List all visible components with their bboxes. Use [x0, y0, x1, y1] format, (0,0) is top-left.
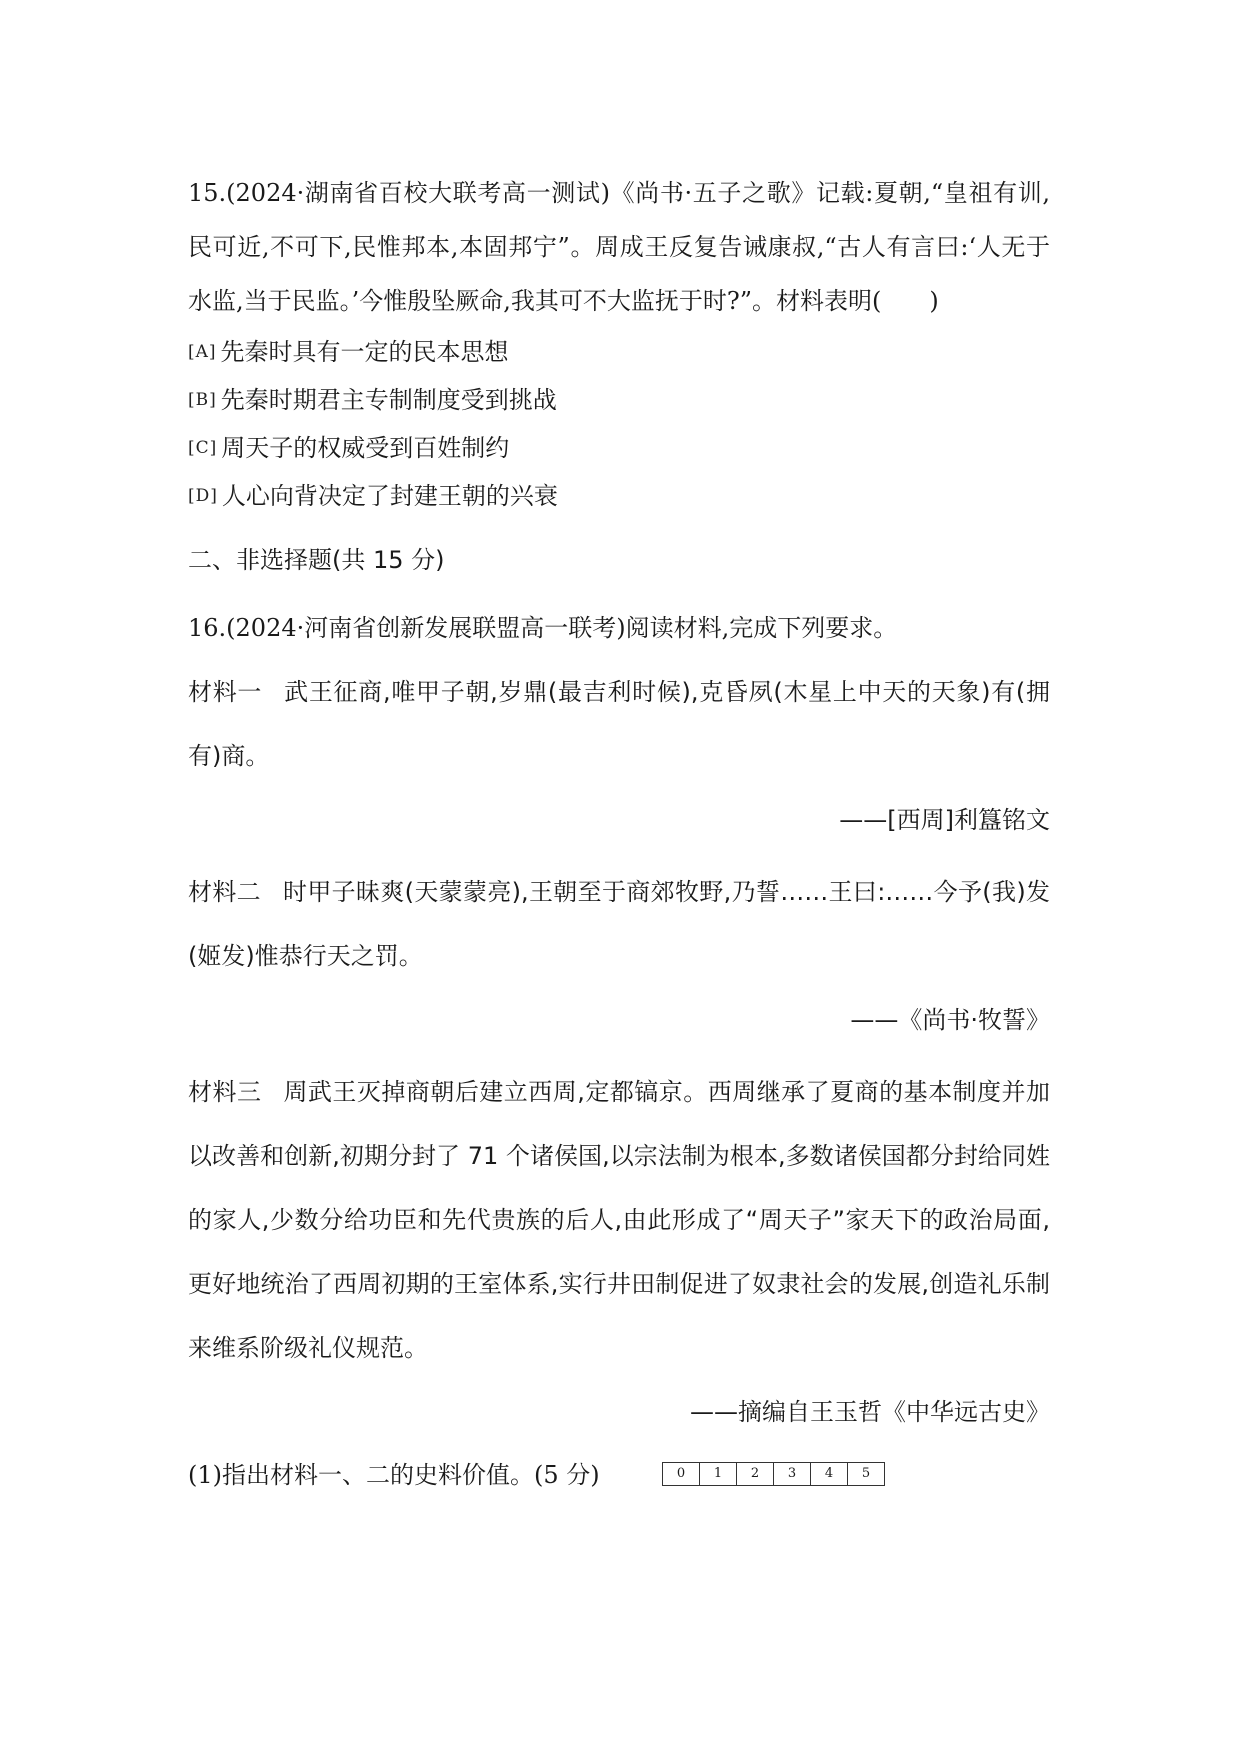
- score-cell-5[interactable]: 5: [861, 1466, 871, 1481]
- score-cell-0[interactable]: 0: [663, 1463, 700, 1485]
- material-2-label: 材料二: [188, 878, 261, 906]
- material-1-citation: ——[西周]利簋铭文: [839, 806, 1050, 834]
- option-b-text: 先秦时期君主专制制度受到挑战: [220, 386, 557, 414]
- score-cell-1[interactable]: 1: [700, 1463, 737, 1485]
- material-3: [188, 1060, 1050, 1380]
- question-16-text: 阅读材料,完成下列要求。: [625, 614, 898, 642]
- option-d-text: 人心向背决定了封建王朝的兴衰: [221, 482, 558, 510]
- material-2-citation: ——《尚书·牧誓》: [850, 1006, 1050, 1034]
- material-2: [188, 860, 1050, 988]
- material-3-text: 周武王灭掉商朝后建立西周,定都镐京。西周继承了夏商的基本制度并加以改善和创新,初期分封了 71 个诸侯国,以宗法制为根本,多数诸侯国都分封给同姓的家人,少数分给功臣和先代贵族的后人,由此形成了“周天子”家天下的政治局面,更好地统治了西周初期的王室体系,实行井田制促进了奴隶社会的发展,创造礼乐制来维系阶级礼仪规范。: [188, 1078, 1050, 1362]
- option-b-letter: [B]: [188, 390, 217, 410]
- material-1-label: 材料一: [188, 678, 263, 706]
- material-1: [188, 660, 1050, 788]
- option-b[interactable]: [188, 376, 1050, 424]
- score-cell-4[interactable]: 4: [811, 1463, 848, 1485]
- option-c[interactable]: [188, 424, 1050, 472]
- score-scale: [662, 1462, 885, 1486]
- section-title-non-choice: 二、非选择题(共 15 分): [188, 546, 445, 574]
- score-cell-3[interactable]: 3: [774, 1463, 811, 1485]
- question-15-source: (2024·湖南省百校大联考高一测试): [226, 179, 610, 207]
- question-15-text: 《尚书·五子之歌》记载:夏朝,“皇祖有训,民可近,不可下,民惟邦本,本固邦宁”。周成王反复告诫康叔,“古人有言曰:‘人无于水监,当于民监。’今惟殷坠厥命,我其可不大监抚于时?”。材料表明( ): [188, 179, 1050, 315]
- option-a[interactable]: [188, 328, 1050, 376]
- option-c-text: 周天子的权威受到百姓制约: [221, 434, 510, 462]
- question-15-number: 15.: [188, 179, 227, 207]
- material-1-text: 武王征商,唯甲子朝,岁鼎(最吉利时候),克昏夙(木星上中天的天象)有(拥有)商。: [188, 678, 1051, 770]
- question-15-stem: [188, 166, 1050, 328]
- exam-page: [188, 166, 1050, 1500]
- sub-question-1-text: (1)指出材料一、二的史料价值。(5 分): [188, 1461, 600, 1489]
- sub-question-1: [188, 1450, 1050, 1500]
- question-16-stem: [188, 604, 1050, 652]
- option-a-text: 先秦时具有一定的民本思想: [220, 338, 509, 366]
- option-c-letter: [C]: [188, 438, 218, 458]
- option-a-letter: [A]: [188, 342, 217, 362]
- question-16-number: 16.: [188, 614, 227, 642]
- option-d-letter: [D]: [188, 486, 218, 506]
- question-16-source: (2024·河南省创新发展联盟高一联考): [226, 614, 626, 642]
- material-3-label: 材料三: [188, 1078, 262, 1106]
- score-cell-2[interactable]: 2: [737, 1463, 774, 1485]
- question-15-options: [188, 328, 1050, 520]
- material-2-text: 时甲子昧爽(天蒙蒙亮),王朝至于商郊牧野,乃誓……王曰:……今予(我)发(姬发)惟恭行天之罚。: [188, 878, 1051, 970]
- option-d[interactable]: [188, 472, 1050, 520]
- material-3-citation: ——摘编自王玉哲《中华远古史》: [690, 1398, 1050, 1426]
